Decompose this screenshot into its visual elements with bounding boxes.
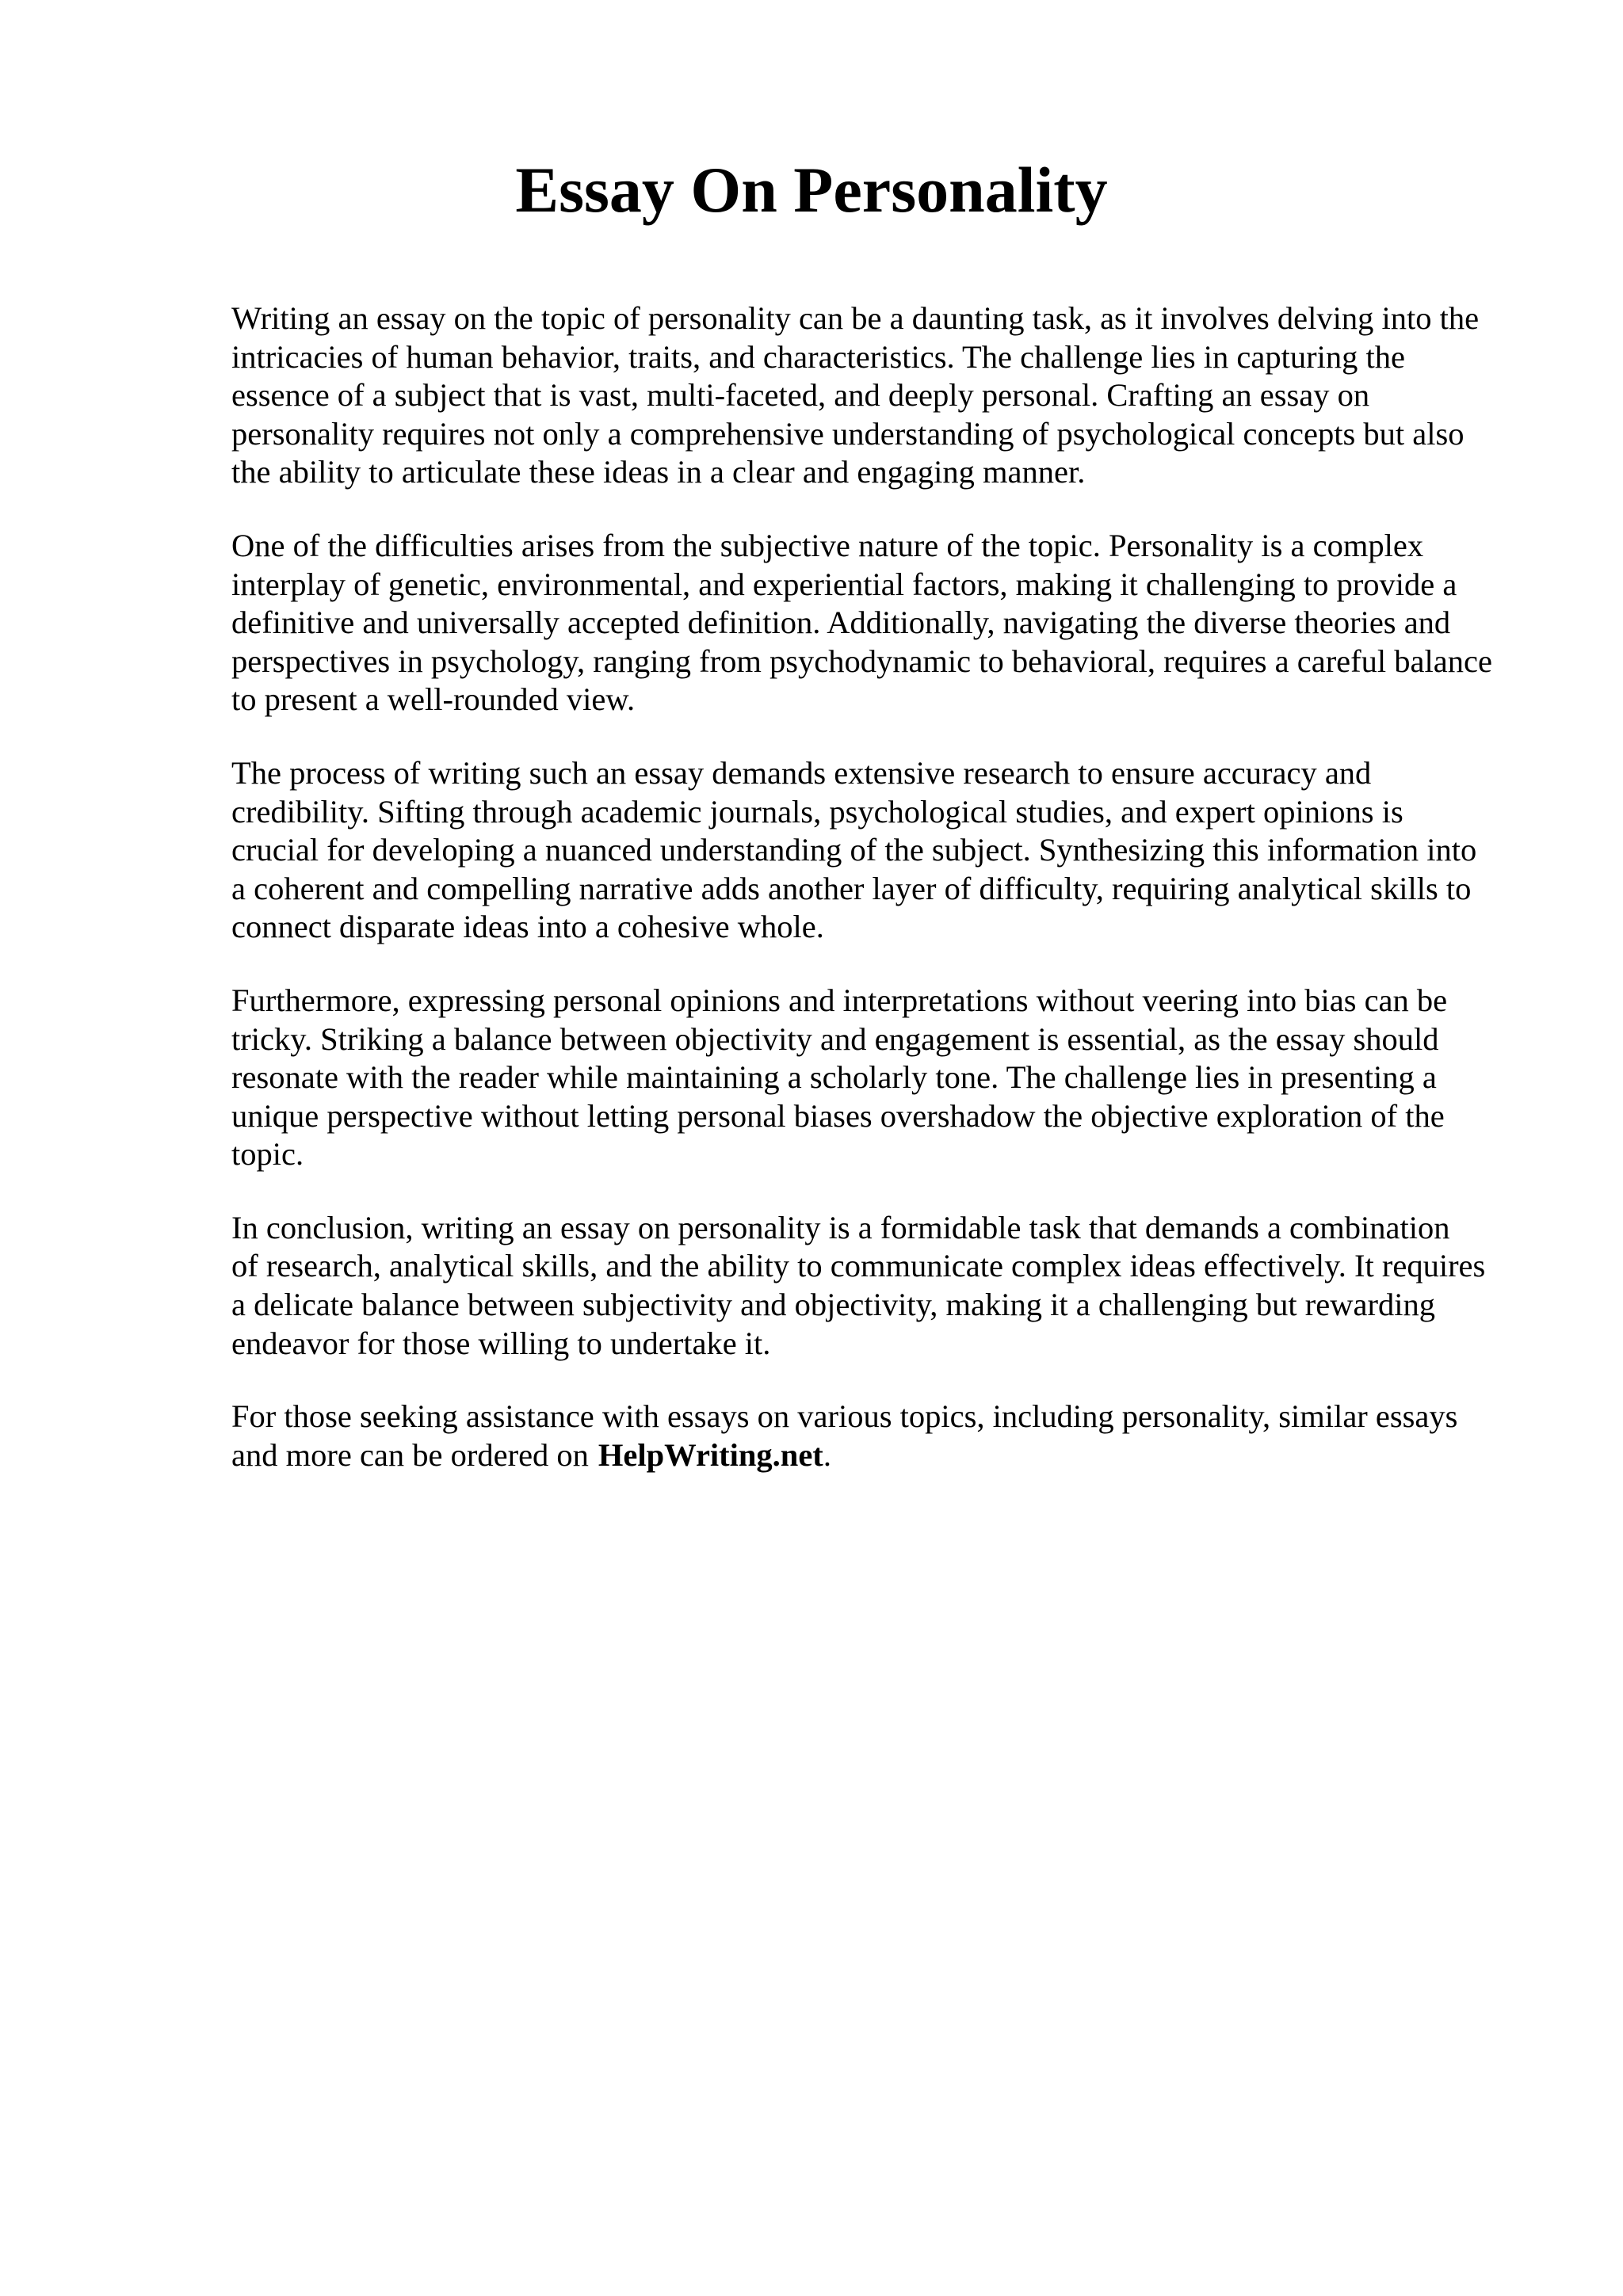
closing-period: .	[823, 1436, 831, 1473]
text-line: One of the difficulties arises from the subjective nature of the topic. Personality is a complex	[231, 527, 1424, 563]
text-line: personality requires not only a comprehensive understanding of psychological concepts but also	[231, 415, 1465, 452]
closing-paragraph	[231, 1398, 1531, 1474]
text-line: of research, analytical skills, and the ability to communicate complex ideas effectively. It requires	[231, 1248, 1486, 1284]
text-line: endeavor for those willing to undertake it.	[231, 1325, 771, 1361]
paragraph-5	[231, 1209, 1531, 1363]
paragraph-4	[231, 982, 1531, 1174]
text-line: Furthermore, expressing personal opinions and interpretations without veering into bias can be	[231, 982, 1448, 1018]
text-line: The process of writing such an essay demands extensive research to ensure accuracy and	[231, 754, 1372, 791]
text-line: Writing an essay on the topic of personality can be a daunting task, as it involves delving into the	[231, 300, 1480, 336]
text-line: perspectives in psychology, ranging from psychodynamic to behavioral, requires a careful balance	[231, 643, 1492, 679]
text-line: essence of a subject that is vast, multi-faceted, and deeply personal. Crafting an essay on	[231, 377, 1370, 414]
text-line: definitive and universally accepted definition. Additionally, navigating the diverse theories and	[231, 605, 1451, 641]
text-line: tricky. Striking a balance between objectivity and engagement is essential, as the essay should	[231, 1020, 1439, 1057]
text-line: intricacies of human behavior, traits, and characteristics. The challenge lies in capturing the	[231, 338, 1405, 375]
text-line: to present a well-rounded view.	[231, 681, 636, 718]
paragraph-1	[231, 299, 1531, 492]
paragraph-3	[231, 754, 1531, 947]
text-line	[231, 1436, 1531, 1475]
text-line: a coherent and compelling narrative adds another layer of difficulty, requiring analytical skills to	[231, 870, 1472, 906]
essay-body	[231, 299, 1531, 1509]
text-line: credibility. Sifting through academic journals, psychological studies, and expert opinions is	[231, 793, 1403, 830]
text-line: a delicate balance between subjectivity and objectivity, making it a challenging but rewarding	[231, 1287, 1435, 1323]
text-line: topic.	[231, 1136, 304, 1173]
closing-prefix: and more can be ordered on	[231, 1436, 589, 1473]
text-line: In conclusion, writing an essay on personality is a formidable task that demands a combination	[231, 1209, 1450, 1245]
helpwriting-link[interactable]: HelpWriting.net	[598, 1436, 823, 1473]
text-line: connect disparate ideas into a cohesive whole.	[231, 909, 824, 945]
text-line: resonate with the reader while maintaining a scholarly tone. The challenge lies in presenting a	[231, 1059, 1437, 1096]
text-line: For those seeking assistance with essays on various topics, including personality, similar essays	[231, 1398, 1458, 1435]
text-line: crucial for developing a nuanced understanding of the subject. Synthesizing this information into	[231, 832, 1477, 868]
text-line: the ability to articulate these ideas in a clear and engaging manner.	[231, 454, 1086, 490]
text-line: interplay of genetic, environmental, and experiential factors, making it challenging to provide a	[231, 566, 1457, 602]
text-line: unique perspective without letting personal biases overshadow the objective exploration of the	[231, 1097, 1445, 1134]
paragraph-2	[231, 527, 1531, 719]
page-title: Essay On Personality	[515, 154, 1108, 226]
